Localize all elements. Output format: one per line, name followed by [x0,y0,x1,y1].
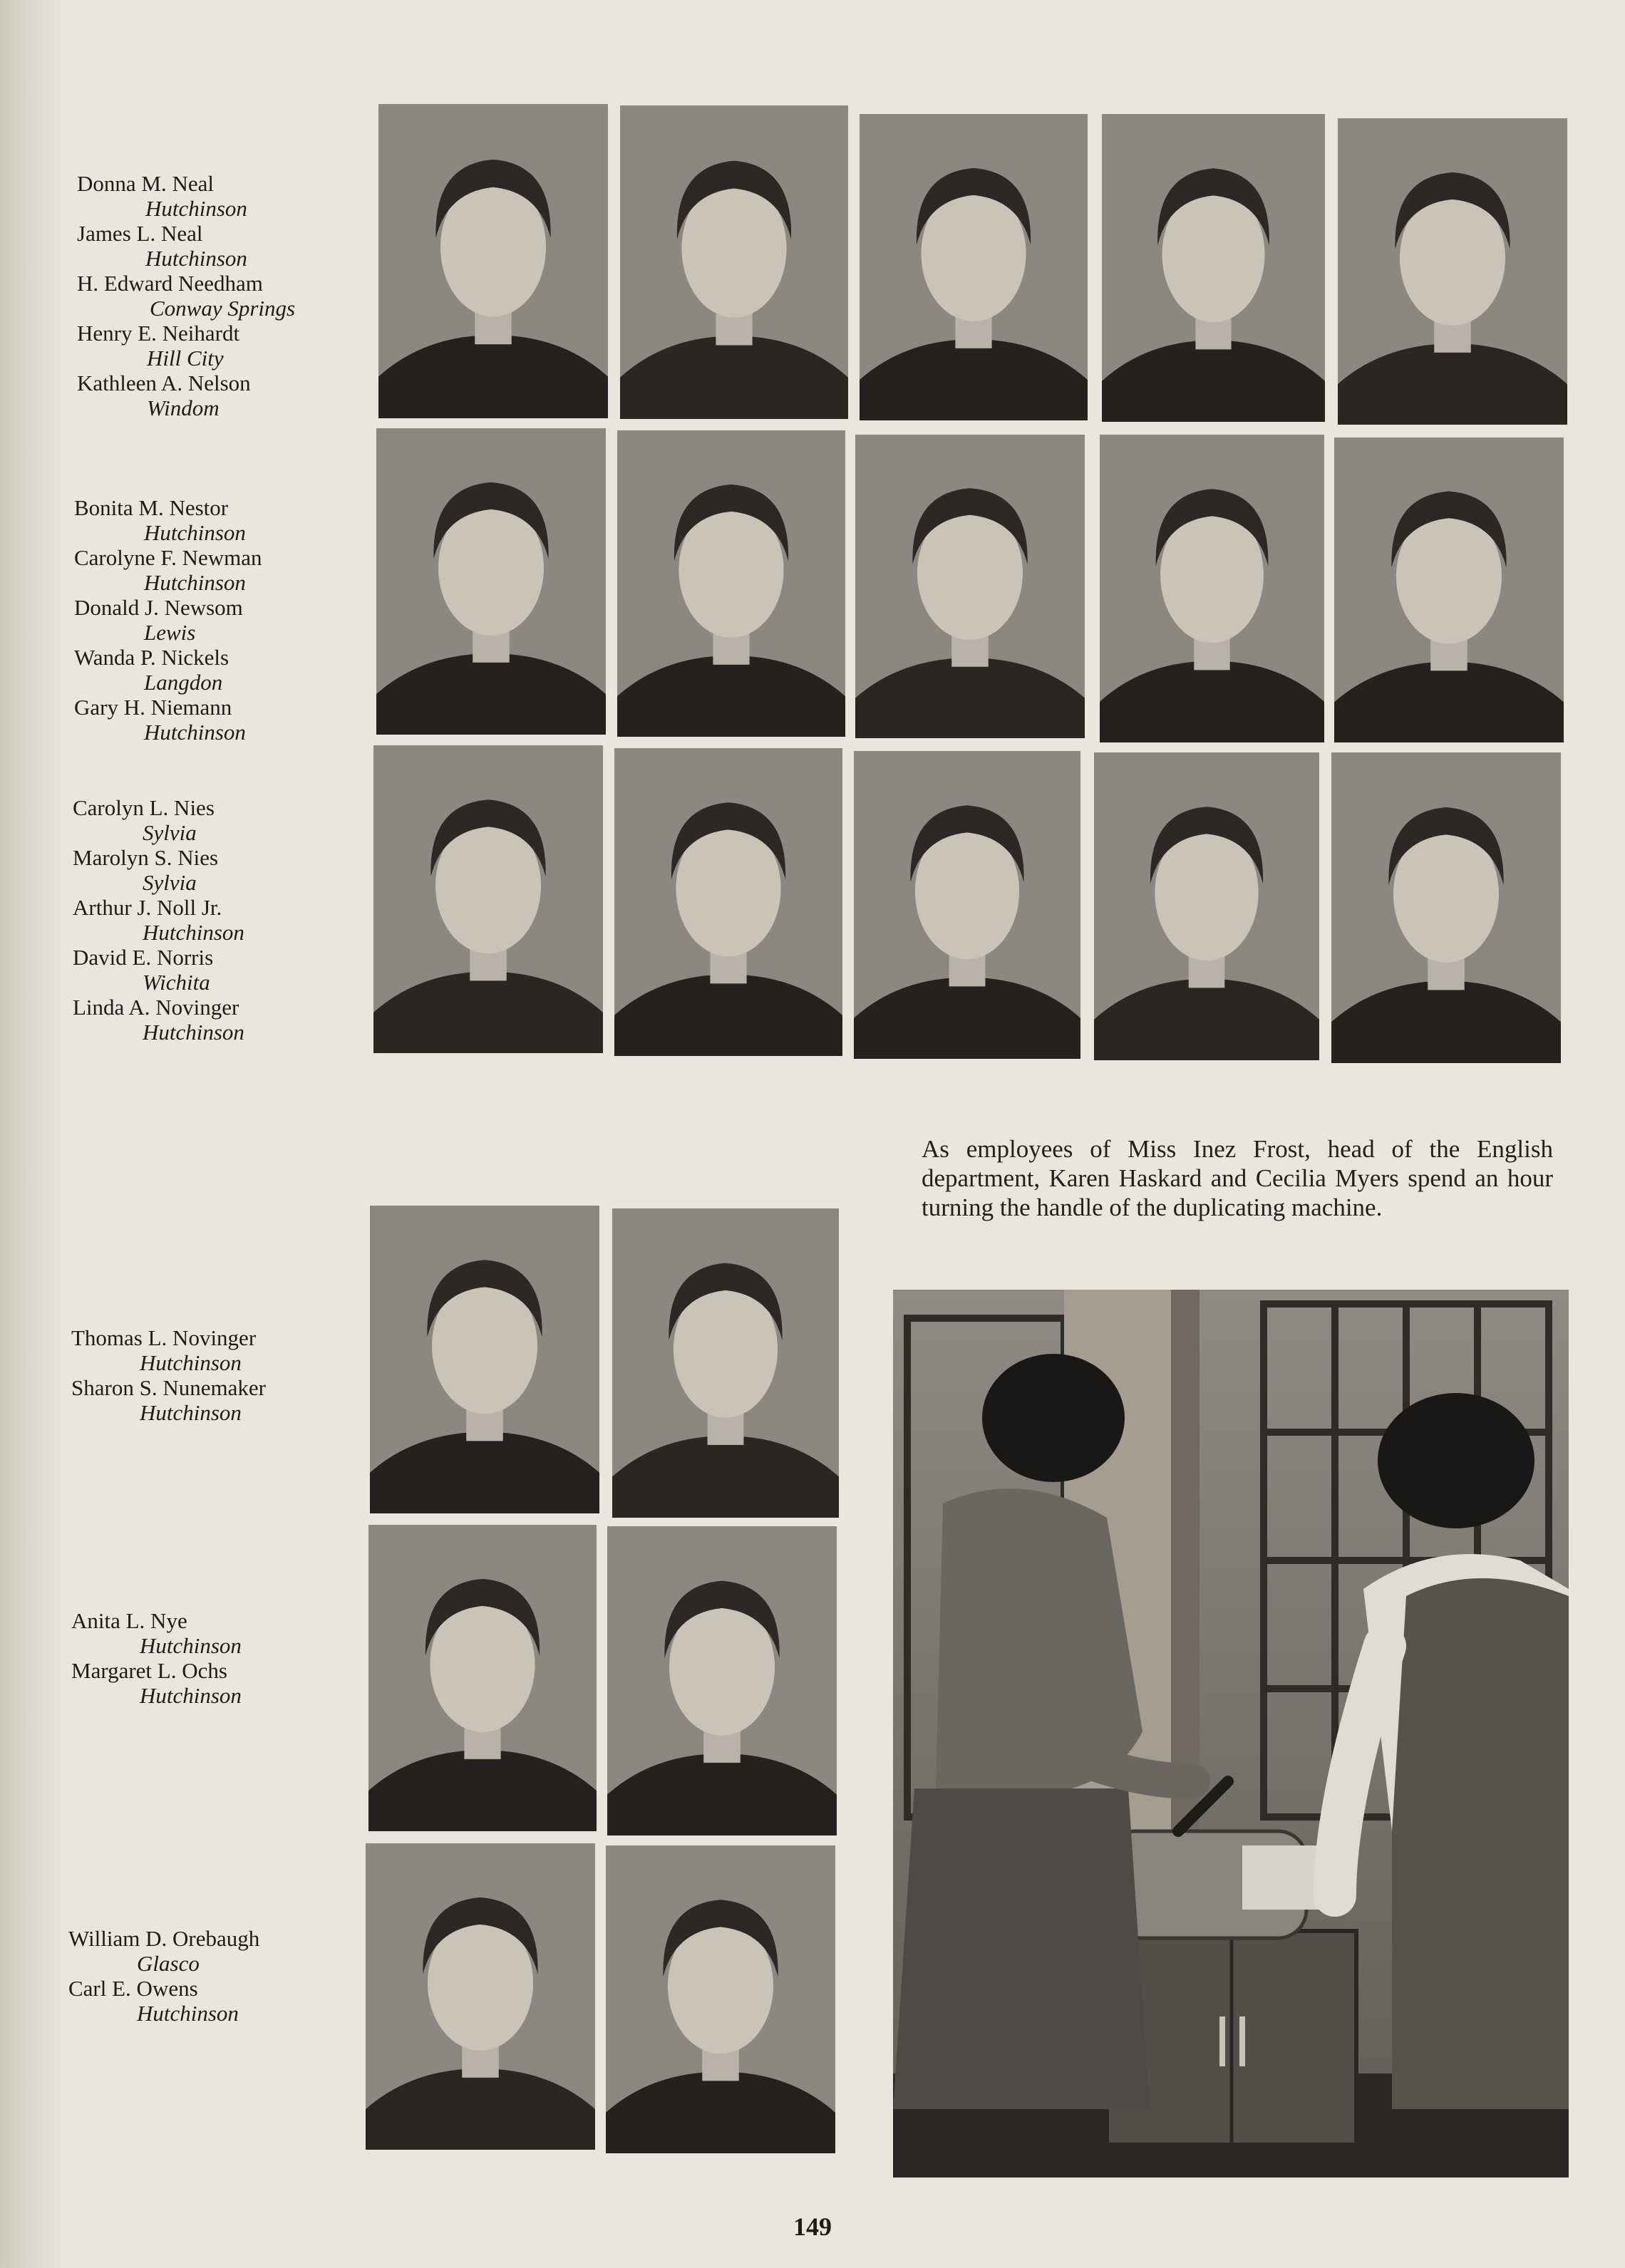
student-name: Thomas L. Novinger [71,1325,257,1350]
student-town: Hutchinson [140,1350,242,1375]
student-portrait [373,745,603,1053]
student-town: Glasco [137,1951,200,1976]
student-name: Arthur J. Noll Jr. [73,895,222,920]
student-name: Marolyn S. Nies [73,845,219,870]
student-name: David E. Norris [73,945,214,970]
student-name: Donald J. Newsom [74,595,243,620]
student-name: Carl E. Owens [68,1976,198,2001]
student-town: Lewis [144,620,196,645]
name-list-group-1 [77,171,295,420]
student-town: Langdon [144,670,223,695]
student-name: Donna M. Neal [77,171,214,196]
student-portrait [606,1845,835,2153]
student-name: Gary H. Niemann [74,695,232,720]
student-name: H. Edward Needham [77,271,263,296]
student-name: Wanda P. Nickels [74,645,229,670]
page-gutter-shadow [0,0,64,2268]
student-town: Conway Springs [150,296,296,321]
student-portrait [620,105,848,419]
student-portrait [855,435,1085,738]
student-portrait [366,1843,595,2150]
student-portrait [854,751,1080,1059]
student-town: Wichita [143,970,210,995]
student-town: Hutchinson [140,1683,242,1708]
student-portrait [1334,437,1564,742]
student-name: Sharon S. Nunemaker [71,1375,266,1400]
student-portrait [617,430,845,737]
student-name: Carolyne F. Newman [74,545,262,570]
photo-caption: As employees of Miss Inez Frost, head of the English department, Karen Haskard and Cecilia Myers spend an hour turning the handle of the duplicating machine. [922,1135,1553,1221]
student-town: Hutchinson [144,570,246,595]
name-list-group-6 [68,1926,259,2026]
student-name: James L. Neal [77,221,203,246]
student-portrait [614,748,842,1056]
student-portrait [1102,114,1325,422]
student-town: Sylvia [143,820,197,845]
student-town: Hutchinson [137,2001,239,2026]
student-portrait [612,1208,839,1518]
student-portrait [1338,118,1567,425]
student-portrait [1331,752,1561,1063]
student-town: Hutchinson [143,1020,244,1045]
name-list-group-2 [74,495,262,745]
duplicating-machine-photo [893,1290,1569,2178]
student-name: Carolyn L. Nies [73,795,215,820]
student-town: Hutchinson [140,1400,242,1425]
student-portrait [1100,435,1324,742]
student-portrait [1094,752,1319,1060]
student-name: William D. Orebaugh [68,1926,260,1951]
student-name: Henry E. Neihardt [77,321,240,346]
name-list-group-4 [71,1325,266,1425]
student-town: Hutchinson [145,246,247,271]
student-town: Sylvia [143,870,197,895]
student-town: Hill City [147,346,224,371]
student-name: Bonita M. Nestor [74,495,229,520]
student-town: Hutchinson [143,920,244,945]
student-name: Linda A. Novinger [73,995,239,1020]
student-portrait [860,114,1088,420]
student-town: Hutchinson [144,520,246,545]
student-portrait [370,1206,599,1513]
name-list-group-3 [73,795,244,1045]
student-town: Windom [147,395,220,420]
page-number: 149 [793,2212,832,2241]
student-town: Hutchinson [144,720,246,745]
student-portrait [368,1525,597,1831]
student-town: Hutchinson [140,1633,242,1658]
name-list-group-5 [71,1608,242,1708]
student-name: Anita L. Nye [71,1608,187,1633]
student-portrait [376,428,606,735]
student-portrait [607,1526,837,1835]
student-name: Margaret L. Ochs [71,1658,227,1683]
student-portrait [378,104,608,418]
student-name: Kathleen A. Nelson [77,371,251,395]
student-town: Hutchinson [145,196,247,221]
